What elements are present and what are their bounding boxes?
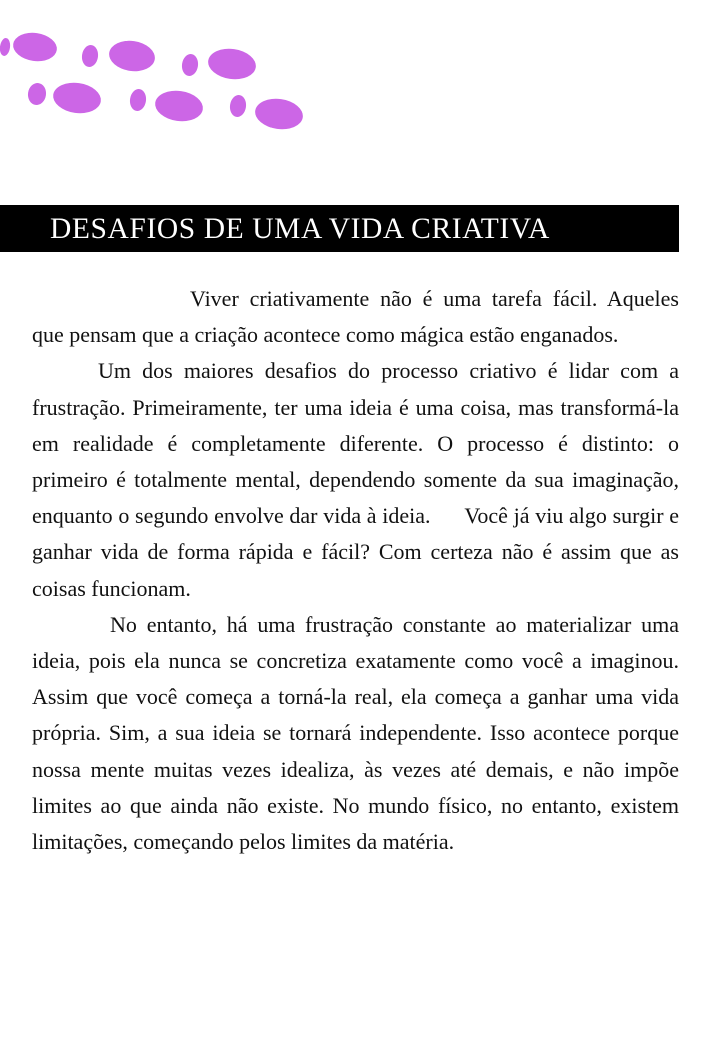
footprint-heel [181, 53, 200, 77]
footprint-sole [206, 46, 258, 82]
footprint-sole [253, 96, 305, 132]
footprint-heel [129, 88, 148, 112]
footprint-heel [0, 37, 11, 56]
paragraph-2: Um dos maiores desafios do processo criativo é lidar com a frustração. Primeiramente, ter uma ideia é uma coisa, mas transformá-la em realidade é completamente diferente. O processo é distinto: o primeiro é totalmente mental, dependendo somente da sua imaginação, enquanto o segundo envolve dar vida à ideia. Você já viu algo surgir e ganhar vida de forma rápida e fácil? Com certeza não é assim que as coisas funcionam. [32, 358, 685, 601]
footprint-sole [51, 80, 103, 116]
footprint-sole [153, 88, 205, 124]
footprint-heel [229, 94, 248, 118]
paragraph-1: Viver criativamente não é uma tarefa fácil. Aqueles que pensam que a criação acontece como mágica estão enganados. [32, 286, 679, 348]
footprint-sole [11, 30, 58, 64]
page-title: DESAFIOS DE UMA VIDA CRIATIVA [50, 213, 550, 245]
footprint-sole [107, 38, 157, 74]
paragraph-3: No entanto, há uma frustração constante ao materializar uma ideia, pois ela nunca se concretiza exatamente como você a imaginou. Assim que você começa a torná-la real, ela começa a ganhar uma vida própria. Sim, a sua ideia se tornará independente. Isso acontece porque nossa mente muitas vezes idealiza, às vezes até demais, e não impõe limites ao que ainda não existe. No mundo físico, no entanto, existem limitações, começando pelos limites da matéria. [32, 611, 679, 855]
footprints-icon [0, 0, 320, 140]
article-body [32, 281, 685, 860]
title-bar [0, 205, 679, 252]
footprint-heel [81, 44, 100, 68]
footprint-heel [27, 82, 48, 106]
